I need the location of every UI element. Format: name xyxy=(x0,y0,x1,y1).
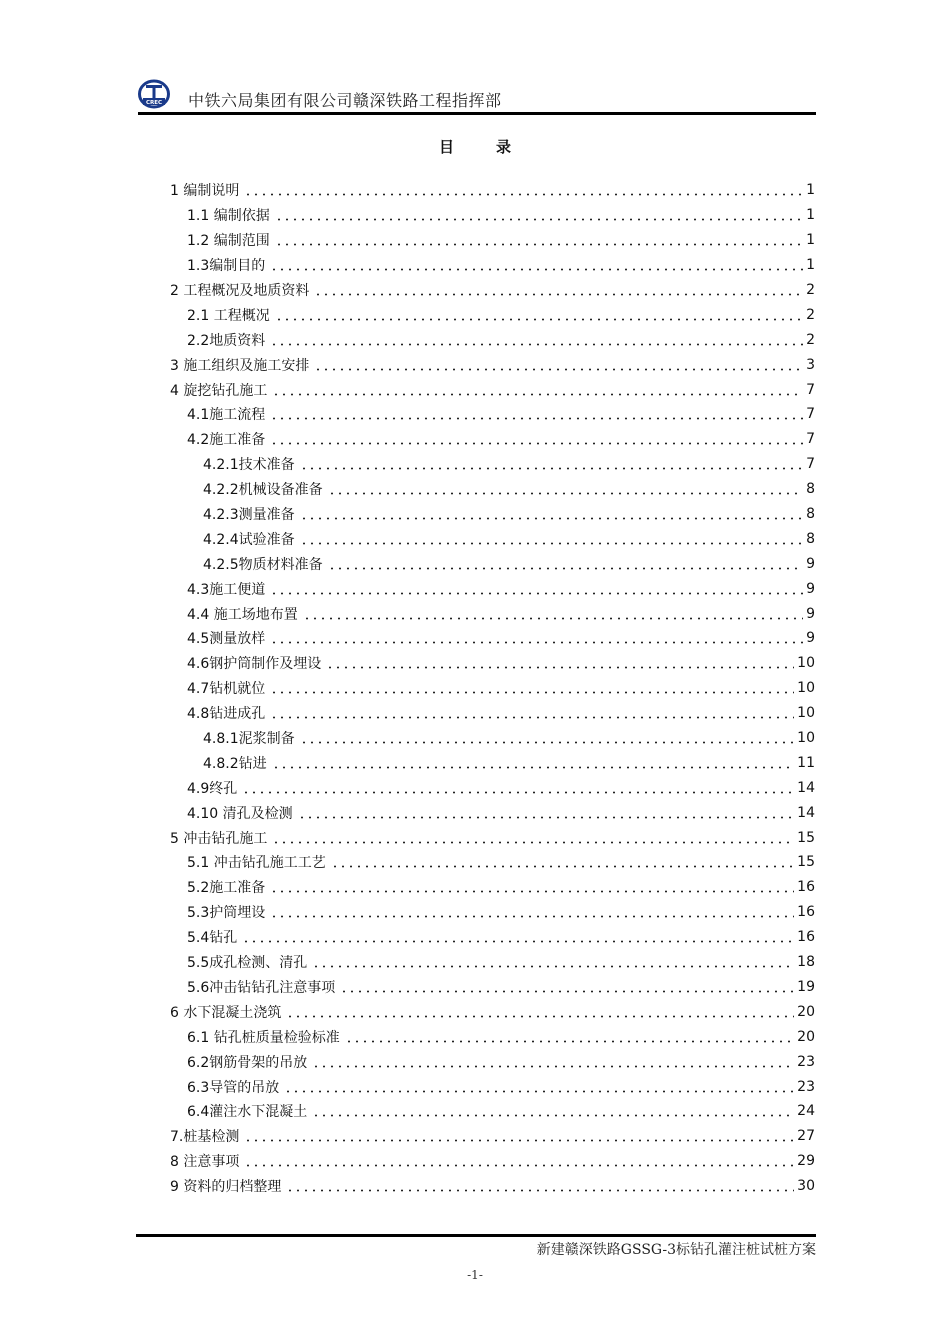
toc-entry[interactable] xyxy=(170,228,815,253)
toc-dot-leader xyxy=(272,756,795,770)
toc-entry[interactable] xyxy=(170,701,815,726)
toc-entry-label: 5.1 冲击钻孔施工工艺 xyxy=(187,855,326,872)
toc-entry-page: 14 xyxy=(797,779,815,796)
toc-entry-label: 6.4灌注水下混凝土 xyxy=(187,1104,308,1121)
toc-entry-label: 2.1 工程概况 xyxy=(187,307,270,324)
toc-entry[interactable] xyxy=(170,601,815,626)
toc-entry-label: 1.1 编制依据 xyxy=(187,208,270,225)
footer-document-title: 新建赣深铁路GSSG-3标钻孔灌注桩试桩方案 xyxy=(536,1242,816,1258)
toc-entry[interactable] xyxy=(170,1074,815,1099)
toc-entry-label: 4.8.2钻进 xyxy=(203,755,267,772)
toc-dot-leader xyxy=(328,482,803,496)
toc-entry-label: 3 施工组织及施工安排 xyxy=(170,357,310,374)
toc-entry-page: 1 xyxy=(806,207,815,224)
toc-dot-leader xyxy=(244,183,803,197)
toc-dot-leader xyxy=(303,607,803,621)
toc-entry-page: 8 xyxy=(806,530,815,547)
toc-dot-leader xyxy=(275,308,803,322)
toc-entry-label: 6.3导管的吊放 xyxy=(187,1079,280,1096)
toc-entry-page: 9 xyxy=(806,630,815,647)
toc-dot-leader xyxy=(275,208,803,222)
toc-entry[interactable] xyxy=(170,502,815,527)
toc-entry[interactable] xyxy=(170,253,815,278)
toc-dot-leader xyxy=(270,905,794,919)
toc-entry-label: 4.7钻机就位 xyxy=(187,681,266,698)
toc-dot-leader xyxy=(272,831,794,845)
toc-dot-leader xyxy=(286,1005,794,1019)
toc-entry[interactable] xyxy=(170,377,815,402)
toc-entry-page: 10 xyxy=(797,730,815,747)
toc-entry-page: 7 xyxy=(806,406,815,423)
toc-entry-page: 1 xyxy=(806,257,815,274)
toc-entry-page: 9 xyxy=(806,555,815,572)
toc-entry[interactable] xyxy=(170,477,815,502)
toc-entry[interactable] xyxy=(170,825,815,850)
toc-entry-label: 6.1 钻孔桩质量检验标准 xyxy=(187,1029,340,1046)
toc-entry-label: 4.2.5物质材料准备 xyxy=(203,556,323,573)
toc-entry[interactable] xyxy=(170,726,815,751)
toc-entry-page: 7 xyxy=(806,456,815,473)
toc-entry-label: 5.3护筒埋设 xyxy=(187,905,266,922)
toc-dot-leader xyxy=(340,980,794,994)
toc-entry-label: 7.桩基检测 xyxy=(170,1129,240,1146)
toc-entry-page: 7 xyxy=(806,381,815,398)
toc-entry-label: 5 冲击钻孔施工 xyxy=(170,830,268,847)
toc-entry[interactable] xyxy=(170,1024,815,1049)
toc-entry-page: 24 xyxy=(797,1103,815,1120)
toc-entry-page: 9 xyxy=(806,580,815,597)
toc-entry[interactable] xyxy=(170,278,815,303)
toc-entry-page: 1 xyxy=(806,182,815,199)
toc-entry-label: 5.5成孔检测、清孔 xyxy=(187,955,308,972)
page-header xyxy=(138,76,816,114)
toc-dot-leader xyxy=(298,806,795,820)
toc-entry-label: 5.4钻孔 xyxy=(187,930,238,947)
toc-entry-label: 4.8.1泥浆制备 xyxy=(203,731,295,748)
toc-entry-label: 1 编制说明 xyxy=(170,183,240,200)
toc-entry[interactable] xyxy=(170,302,815,327)
toc-entry-label: 8 注意事项 xyxy=(170,1154,240,1171)
toc-dot-leader xyxy=(326,656,794,670)
toc-entry-label: 5.2施工准备 xyxy=(187,880,266,897)
toc-dot-leader xyxy=(300,457,803,471)
toc-entry-page: 10 xyxy=(797,705,815,722)
toc-entry[interactable] xyxy=(170,1149,815,1174)
toc-entry-label: 6.2钢筋骨架的吊放 xyxy=(187,1054,308,1071)
toc-entry-page: 18 xyxy=(797,954,815,971)
toc-entry[interactable] xyxy=(170,1124,815,1149)
header-organization: 中铁六局集团有限公司赣深铁路工程指挥部 xyxy=(188,91,502,110)
toc-entry-label: 4.2.2机械设备准备 xyxy=(203,482,323,499)
toc-entry-page: 29 xyxy=(797,1153,815,1170)
toc-entry-page: 15 xyxy=(797,854,815,871)
toc-entry-page: 11 xyxy=(797,754,815,771)
toc-entry[interactable] xyxy=(170,676,815,701)
toc-entry-label: 4.4 施工场地布置 xyxy=(187,606,298,623)
toc-heading-right: 录 xyxy=(496,138,512,156)
toc-heading-left: 目 xyxy=(438,138,454,156)
toc-dot-leader xyxy=(314,283,803,297)
toc-entry[interactable] xyxy=(170,576,815,601)
toc-entry-page: 27 xyxy=(797,1128,815,1145)
toc-entry-label: 4.6钢护筒制作及埋设 xyxy=(187,656,322,673)
toc-entry[interactable] xyxy=(170,900,815,925)
toc-dot-leader xyxy=(284,1080,794,1094)
toc-dot-leader xyxy=(270,681,794,695)
toc-dot-leader xyxy=(244,1129,794,1143)
toc-entry[interactable] xyxy=(170,850,815,875)
toc-dot-leader xyxy=(275,233,803,247)
toc-dot-leader xyxy=(244,1154,794,1168)
toc-entry[interactable] xyxy=(170,327,815,352)
toc-entry[interactable] xyxy=(170,775,815,800)
toc-entry[interactable] xyxy=(170,950,815,975)
toc-entry-page: 8 xyxy=(806,481,815,498)
toc-entry-label: 9 资料的归档整理 xyxy=(170,1179,282,1196)
toc-entry-label: 4.1施工流程 xyxy=(187,407,266,424)
toc-entry-page: 1 xyxy=(806,232,815,249)
toc-entry-label: 4.2.3测量准备 xyxy=(203,507,295,524)
toc-entry[interactable] xyxy=(170,452,815,477)
toc-dot-leader xyxy=(242,930,794,944)
toc-entry-label: 5.6冲击钻钻孔注意事项 xyxy=(187,979,336,996)
toc-dot-leader xyxy=(331,855,794,869)
toc-entry-label: 4.2施工准备 xyxy=(187,432,266,449)
toc-dot-leader xyxy=(300,532,803,546)
toc-entry-label: 1.2 编制范围 xyxy=(187,233,270,250)
toc-entry-page: 3 xyxy=(806,356,815,373)
toc-dot-leader xyxy=(270,407,803,421)
toc-entry-page: 19 xyxy=(797,978,815,995)
toc-dot-leader xyxy=(270,258,803,272)
toc-entry-page: 14 xyxy=(797,804,815,821)
toc-dot-leader xyxy=(270,333,803,347)
toc-entry[interactable] xyxy=(170,203,815,228)
toc-entry[interactable] xyxy=(170,999,815,1024)
toc-entry-page: 10 xyxy=(797,680,815,697)
toc-entry-page: 16 xyxy=(797,904,815,921)
toc-entry[interactable] xyxy=(170,1099,815,1124)
toc-dot-leader xyxy=(242,781,794,795)
toc-dot-leader xyxy=(272,383,803,397)
toc-entry-page: 7 xyxy=(806,431,815,448)
toc-entry-label: 2 工程概况及地质资料 xyxy=(170,283,310,299)
toc-entry-label: 4.2.4试验准备 xyxy=(203,531,295,548)
toc-entry[interactable] xyxy=(170,402,815,427)
toc-entry[interactable] xyxy=(170,427,815,452)
toc-dot-leader xyxy=(314,358,803,372)
toc-dot-leader xyxy=(270,880,794,894)
header-rule xyxy=(138,112,816,115)
toc-entry[interactable] xyxy=(170,800,815,825)
toc-entry-label: 4.10 清孔及检测 xyxy=(187,805,293,822)
toc-entry-page: 16 xyxy=(797,929,815,946)
toc-dot-leader xyxy=(270,631,803,645)
toc-dot-leader xyxy=(286,1179,794,1193)
toc-dot-leader xyxy=(270,582,803,596)
toc-entry-page: 2 xyxy=(806,306,815,323)
toc-entry-label: 4 旋挖钻孔施工 xyxy=(170,382,268,399)
toc-entry-page: 30 xyxy=(797,1178,815,1195)
toc-dot-leader xyxy=(328,557,803,571)
toc-entry-label: 6 水下混凝土浇筑 xyxy=(170,1004,282,1021)
toc-dot-leader xyxy=(345,1030,794,1044)
crec-logo-icon xyxy=(138,79,170,109)
toc-entry[interactable] xyxy=(170,750,815,775)
toc-entry-label: 4.5测量放样 xyxy=(187,631,266,648)
toc-dot-leader xyxy=(270,432,803,446)
toc-dot-leader xyxy=(270,706,794,720)
toc-entry-page: 10 xyxy=(797,655,815,672)
toc-entry[interactable] xyxy=(170,925,815,950)
toc-entry[interactable] xyxy=(170,178,815,203)
toc-entry[interactable] xyxy=(170,526,815,551)
toc-entry-page: 9 xyxy=(806,605,815,622)
toc-dot-leader xyxy=(312,1055,794,1069)
toc-entry-page: 23 xyxy=(797,1078,815,1095)
toc-dot-leader xyxy=(312,1104,794,1118)
toc-dot-leader xyxy=(312,955,794,969)
toc-entry[interactable] xyxy=(170,1049,815,1074)
toc-entry[interactable] xyxy=(170,551,815,576)
toc-entry-page: 2 xyxy=(806,282,815,298)
page-number: -1- xyxy=(467,1268,483,1282)
toc-entry-page: 20 xyxy=(797,1003,815,1020)
table-of-contents xyxy=(170,178,815,1199)
toc-entry[interactable] xyxy=(170,626,815,651)
toc-entry[interactable] xyxy=(170,975,815,1000)
toc-entry-label: 1.3编制目的 xyxy=(187,258,266,275)
toc-entry-label: 4.8钻进成孔 xyxy=(187,706,266,723)
toc-heading xyxy=(0,136,950,157)
toc-entry-label: 4.2.1技术准备 xyxy=(203,457,295,474)
toc-entry-page: 2 xyxy=(806,331,815,348)
footer-rule xyxy=(136,1234,816,1237)
toc-entry[interactable] xyxy=(170,875,815,900)
toc-entry[interactable] xyxy=(170,1174,815,1199)
toc-entry-page: 15 xyxy=(797,829,815,846)
toc-dot-leader xyxy=(300,731,795,745)
toc-entry[interactable] xyxy=(170,651,815,676)
toc-entry-label: 4.9终孔 xyxy=(187,780,238,797)
toc-entry[interactable] xyxy=(170,352,815,377)
toc-entry-page: 23 xyxy=(797,1053,815,1070)
toc-entry-page: 8 xyxy=(806,506,815,523)
toc-entry-label: 2.2地质资料 xyxy=(187,332,266,349)
logo-text: CREC xyxy=(145,100,163,106)
toc-entry-page: 20 xyxy=(797,1028,815,1045)
toc-entry-label: 4.3施工便道 xyxy=(187,581,266,598)
toc-dot-leader xyxy=(300,507,803,521)
toc-entry-page: 16 xyxy=(797,879,815,896)
